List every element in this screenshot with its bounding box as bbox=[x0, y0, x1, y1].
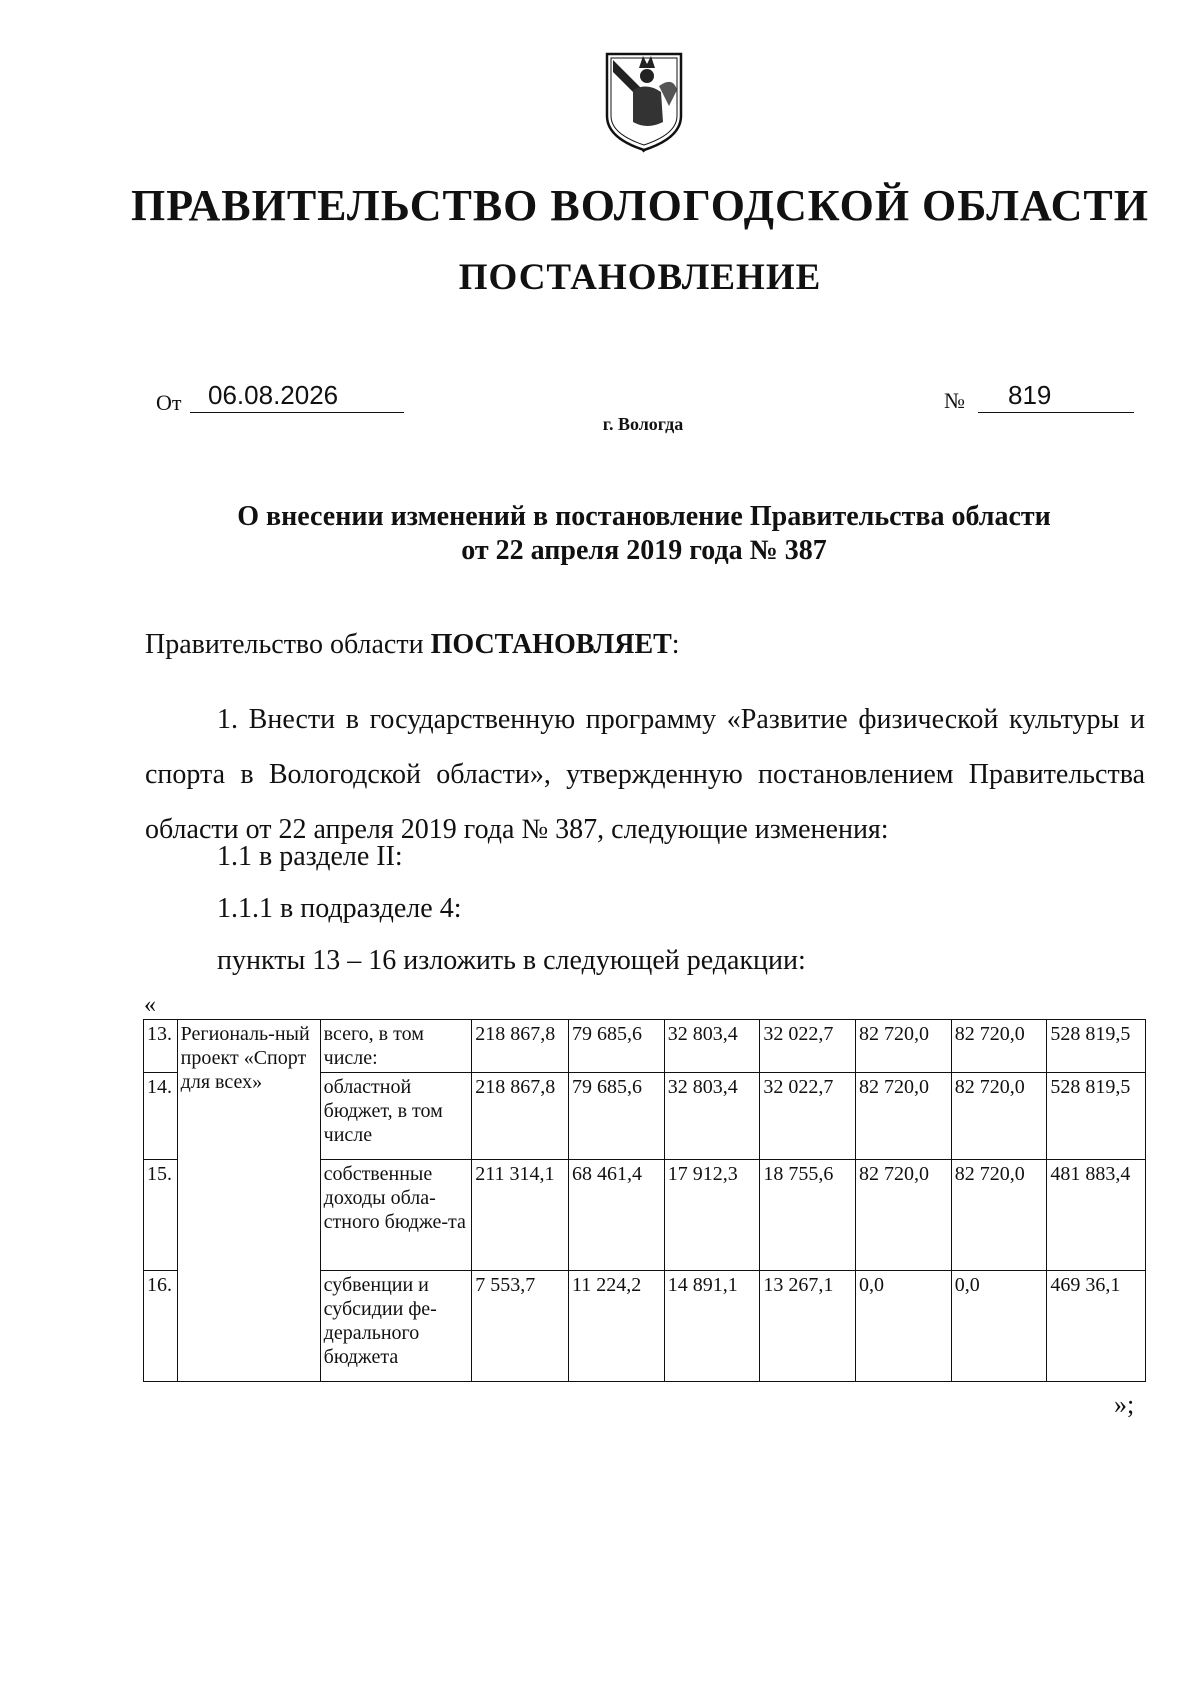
value-cell: 0,0 bbox=[951, 1271, 1047, 1382]
value-cell: 11 224,2 bbox=[569, 1271, 665, 1382]
value-cell: 13 267,1 bbox=[760, 1271, 856, 1382]
preamble-bold: ПОСТАНОВЛЯЕТ bbox=[430, 629, 672, 660]
value-cell: 32 803,4 bbox=[664, 1073, 760, 1160]
value-cell-total: 528 819,5 bbox=[1047, 1073, 1146, 1160]
coat-of-arms-icon bbox=[599, 46, 689, 154]
value-cell: 32 022,7 bbox=[760, 1020, 856, 1073]
value-cell: 82 720,0 bbox=[856, 1073, 952, 1160]
value-cell: 68 461,4 bbox=[569, 1160, 665, 1271]
funding-source: субвенции и субсидии фе-дерального бюджета bbox=[320, 1271, 472, 1382]
value-cell: 0,0 bbox=[856, 1271, 952, 1382]
value-cell: 218 867,8 bbox=[472, 1073, 569, 1160]
subject-line-2: от 22 апреля 2019 года № 387 bbox=[461, 535, 827, 566]
value-cell: 7 553,7 bbox=[472, 1271, 569, 1382]
date-label: От bbox=[156, 390, 182, 415]
value-cell: 82 720,0 bbox=[856, 1020, 952, 1073]
value-cell-total: 528 819,5 bbox=[1047, 1020, 1146, 1073]
value-cell: 79 685,6 bbox=[569, 1020, 665, 1073]
row-number: 13. bbox=[144, 1020, 178, 1073]
value-cell: 32 022,7 bbox=[760, 1073, 856, 1160]
table-row bbox=[144, 1020, 1146, 1073]
document-date: 06.08.2026 bbox=[190, 378, 404, 413]
value-cell: 14 891,1 bbox=[664, 1271, 760, 1382]
funding-source: всего, в том числе: bbox=[320, 1020, 472, 1073]
project-name: Региональ-ный проект «Спорт для всех» bbox=[177, 1020, 320, 1382]
paragraph-items: пункты 13 – 16 изложить в следующей редакции: bbox=[217, 945, 806, 976]
close-quote: »; bbox=[1114, 1390, 1135, 1419]
value-cell-total: 469 36,1 bbox=[1047, 1271, 1146, 1382]
preamble-end: : bbox=[671, 629, 680, 660]
row-number: 14. bbox=[144, 1073, 178, 1160]
document-type: ПОСТАНОВЛЕНИЕ bbox=[458, 257, 822, 298]
value-cell: 218 867,8 bbox=[472, 1020, 569, 1073]
funding-source: областной бюджет, в том числе bbox=[320, 1073, 472, 1160]
subject-line-1: О внесении изменений в постановление Правительства области bbox=[237, 501, 1051, 532]
paragraph-1-1-1: 1.1.1 в подразделе 4: bbox=[217, 893, 462, 924]
paragraph-1: 1. Внести в государственную программу «Развитие физической культуры и спорта в Вологодской области», утвержденную постановлением Правительства области от 22 апреля 2019 года № 387, следующие изменения: bbox=[145, 704, 1145, 845]
row-number: 15. bbox=[144, 1160, 178, 1271]
organization-title: ПРАВИТЕЛЬСТВО ВОЛОГОДСКОЙ ОБЛАСТИ bbox=[131, 181, 1149, 230]
value-cell: 18 755,6 bbox=[760, 1160, 856, 1271]
row-number: 16. bbox=[144, 1271, 178, 1382]
value-cell: 32 803,4 bbox=[664, 1020, 760, 1073]
value-cell: 17 912,3 bbox=[664, 1160, 760, 1271]
value-cell: 82 720,0 bbox=[951, 1020, 1047, 1073]
paragraph-1-1: 1.1 в разделе II: bbox=[217, 841, 403, 872]
preamble bbox=[145, 628, 680, 662]
value-cell: 79 685,6 bbox=[569, 1073, 665, 1160]
amendment-table bbox=[143, 1019, 1146, 1382]
number-label: № bbox=[944, 388, 965, 413]
funding-source: собственные доходы обла-стного бюдже-та bbox=[320, 1160, 472, 1271]
value-cell: 82 720,0 bbox=[856, 1160, 952, 1271]
city: г. Вологда bbox=[602, 414, 684, 434]
open-quote: « bbox=[144, 992, 156, 1018]
preamble-text: Правительство области bbox=[145, 629, 431, 660]
value-cell: 82 720,0 bbox=[951, 1160, 1047, 1271]
document-subject bbox=[150, 500, 1138, 568]
value-cell: 211 314,1 bbox=[472, 1160, 569, 1271]
document-number: 819 bbox=[978, 378, 1134, 413]
value-cell-total: 481 883,4 bbox=[1047, 1160, 1146, 1271]
value-cell: 82 720,0 bbox=[951, 1073, 1047, 1160]
